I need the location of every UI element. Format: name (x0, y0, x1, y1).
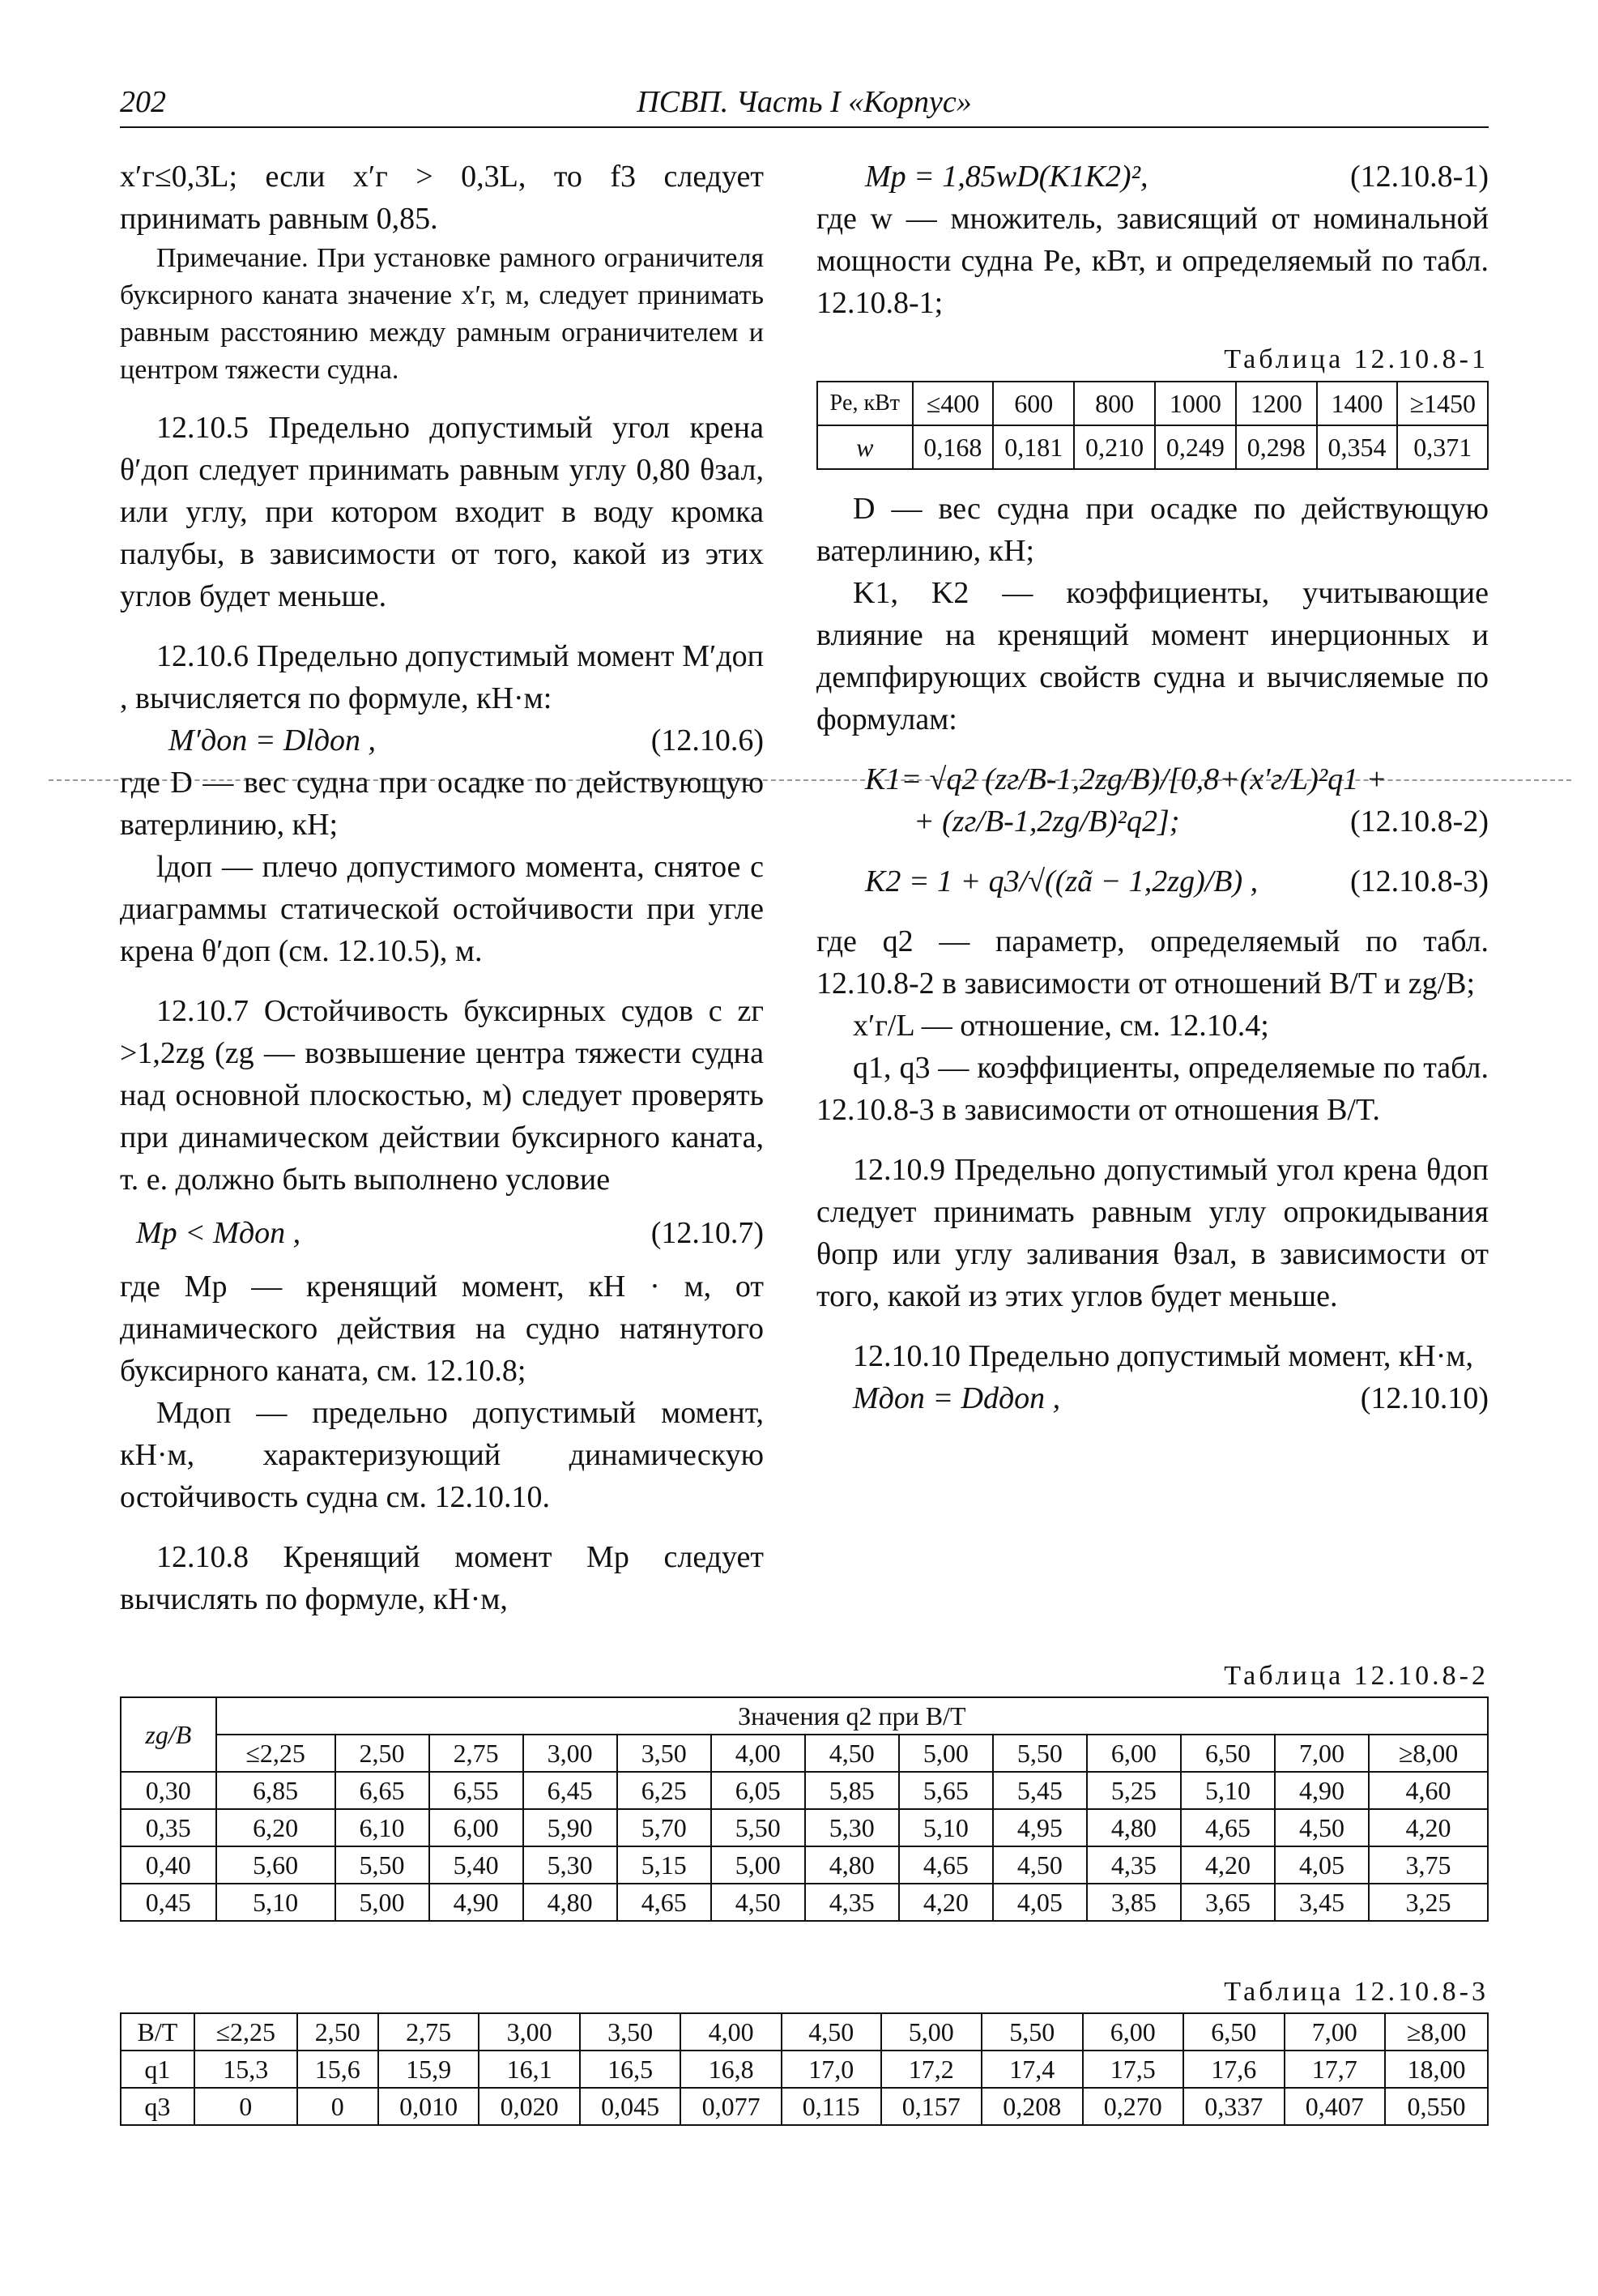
table-cell: 0,249 (1155, 425, 1236, 469)
table-cell: 0,337 (1183, 2088, 1285, 2125)
column-header: 6,00 (1083, 2013, 1184, 2051)
table-cell: 6,05 (711, 1772, 805, 1809)
column-header: 2,50 (335, 1735, 429, 1772)
table-cell: 4,50 (711, 1884, 805, 1921)
table-cell: 5,25 (1087, 1772, 1181, 1809)
running-title: ПСВП. Часть I «Корпус» (637, 85, 972, 119)
paragraph: где q2 — параметр, определяемый по табл. 12.10.8-2 в зависимости от отношений B/T и zg/B; (816, 924, 1489, 1001)
table-cell: 4,90 (429, 1884, 523, 1921)
table-cell: 0,045 (580, 2088, 681, 2125)
table-cell: 4,05 (993, 1884, 1087, 1921)
formula: Mр = 1,85wD(K1K2)², (865, 160, 1148, 194)
column-header: 3,50 (580, 2013, 681, 2051)
table-header-row (121, 2013, 1488, 2051)
column-header: 6,50 (1181, 1735, 1275, 1772)
table-cell: 4,65 (617, 1884, 711, 1921)
table-cell: 5,50 (711, 1809, 805, 1846)
formula-12-10-8-2 (816, 800, 1489, 843)
paragraph: x′г≤0,3L; если x′г > 0,3L, то f3 следует принимать равным 0,85. (120, 160, 764, 236)
formula: Mдоп = Ddдоп , (853, 1381, 1061, 1415)
formula: M′доп = Dlдоп , (168, 723, 377, 758)
table-cell: 800 (1074, 382, 1155, 425)
table-cell: 6,10 (335, 1809, 429, 1846)
formula-number: (12.10.6) (650, 723, 764, 758)
table-cell: 5,40 (429, 1846, 523, 1884)
table-cell: 6,20 (216, 1809, 335, 1846)
table-cell: ≤400 (913, 382, 994, 425)
table-cell: 4,20 (1369, 1809, 1488, 1846)
table-cell: 4,80 (1087, 1809, 1181, 1846)
table-cell: 5,10 (899, 1809, 993, 1846)
table-cell: 17,0 (782, 2051, 881, 2088)
table-cell: 5,15 (617, 1846, 711, 1884)
table-cell: 18,00 (1385, 2051, 1488, 2088)
section-12-10-7: 12.10.7 Остойчивость буксирных судов с zг >1,2zg (zg — возвышение центра тяжести судна над основной плоскостью, м) следует проверять при динамическом действии буксирного каната, т. е. должно быть выполнено условие (120, 994, 764, 1197)
table-row (121, 1772, 1488, 1809)
table-12-10-8-1 (816, 381, 1489, 470)
column-header: 5,00 (881, 2013, 982, 2051)
table-cell: 5,10 (1181, 1772, 1275, 1809)
table-cell: 5,85 (805, 1772, 899, 1809)
table-cell: 6,45 (523, 1772, 617, 1809)
table-cell: 16,8 (680, 2051, 782, 2088)
table-cell: 3,75 (1369, 1846, 1488, 1884)
table-cell: 0,270 (1083, 2088, 1184, 2125)
table-caption: Таблица 12.10.8-3 (1224, 1977, 1489, 2007)
table-cell: 5,00 (711, 1846, 805, 1884)
table-cell: 4,35 (805, 1884, 899, 1921)
table-cell: 0,208 (982, 2088, 1083, 2125)
table-cell: 15,3 (194, 2051, 297, 2088)
table-cell: 0,010 (378, 2088, 479, 2125)
paragraph: q1, q3 — коэффициенты, определяемые по табл. 12.10.8-3 в зависимости от отношения B/T. (816, 1051, 1489, 1127)
column-header: ≤2,25 (216, 1735, 335, 1772)
formula-12-10-8-1 (816, 156, 1489, 198)
column-header: 2,50 (297, 2013, 378, 2051)
table-cell: 17,6 (1183, 2051, 1285, 2088)
table-cell: 5,70 (617, 1809, 711, 1846)
formula: K2 = 1 + q3/√((zã − 1,2zg)/B) , (865, 864, 1259, 898)
table-cell: 0 (194, 2088, 297, 2125)
table-row (121, 2051, 1488, 2088)
formula-12-10-10 (816, 1377, 1489, 1419)
note: Примечание. При установке рамного ограничителя буксирного каната значение x′г, м, следует принимать равным расстоянию между рамным ограничителем и центром тяжести судна. (120, 243, 764, 385)
formula-12-10-6 (120, 719, 764, 762)
table-header-row (121, 1697, 1488, 1735)
formula-number: (12.10.8-2) (1350, 804, 1489, 839)
table-cell: 17,7 (1285, 2051, 1386, 2088)
table-cell: 5,30 (523, 1846, 617, 1884)
table-cell: w (817, 425, 913, 469)
formula: + (zг/B-1,2zg/B)²q2]; (914, 804, 1180, 839)
formula-12-10-8-2-line1: K1= √q2 (zг/B-1,2zg/B)/[0,8+(x′г/L)²q1 + (865, 762, 1387, 796)
table-cell: 0,077 (680, 2088, 782, 2125)
table-cell: 6,65 (335, 1772, 429, 1809)
table-cell: 1200 (1236, 382, 1317, 425)
table-row (121, 1846, 1488, 1884)
table-caption: Таблица 12.10.8-1 (1224, 344, 1489, 374)
table-cell: 4,20 (1181, 1846, 1275, 1884)
table-cell: 6,85 (216, 1772, 335, 1809)
table-cell: 4,60 (1369, 1772, 1488, 1809)
table-cell: 4,35 (1087, 1846, 1181, 1884)
table-cell: 4,50 (1275, 1809, 1369, 1846)
table-cell: 17,5 (1083, 2051, 1184, 2088)
table-header-row (121, 1735, 1488, 1772)
formula-number: (12.10.10) (1360, 1381, 1489, 1415)
column-header: 4,00 (711, 1735, 805, 1772)
row-header: zg/B (121, 1697, 216, 1772)
formula-number: (12.10.8-3) (1350, 864, 1489, 898)
table-cell: 17,4 (982, 2051, 1083, 2088)
table-cell: 6,55 (429, 1772, 523, 1809)
group-header: Значения q2 при B/T (216, 1697, 1488, 1735)
table-cell: 4,90 (1275, 1772, 1369, 1809)
table-12-10-8-3 (120, 2012, 1489, 2126)
table-cell: 5,90 (523, 1809, 617, 1846)
table-cell: 4,65 (899, 1846, 993, 1884)
table-cell: 0,168 (913, 425, 994, 469)
table-cell: 17,2 (881, 2051, 982, 2088)
table-cell: 0,181 (993, 425, 1074, 469)
column-header: 7,00 (1285, 2013, 1386, 2051)
page-header (120, 81, 1489, 128)
table-cell: 0,354 (1317, 425, 1398, 469)
table-cell: 5,50 (335, 1846, 429, 1884)
table-cell: 0,30 (121, 1772, 216, 1809)
column-header: ≥8,00 (1385, 2013, 1488, 2051)
paragraph: где w — множитель, зависящий от номинальной мощности судна Pе, кВт, и определяемый по табл. 12.10.8-1; (816, 202, 1489, 320)
formula-number: (12.10.8-1) (1350, 160, 1489, 194)
column-header: 4,50 (805, 1735, 899, 1772)
table-cell: 4,80 (805, 1846, 899, 1884)
column-header: 6,50 (1183, 2013, 1285, 2051)
table-cell: 4,95 (993, 1809, 1087, 1846)
table-row (121, 2088, 1488, 2125)
formula-12-10-8-3 (816, 860, 1489, 903)
formula: Mр < Mдоп , (136, 1216, 301, 1250)
column-header: ≥8,00 (1369, 1735, 1488, 1772)
formula-number: (12.10.7) (650, 1216, 764, 1250)
table-cell: 6,00 (429, 1809, 523, 1846)
paragraph: x′г/L — отношение, см. 12.10.4; (853, 1009, 1269, 1043)
table-cell: 5,45 (993, 1772, 1087, 1809)
column-header: 5,50 (982, 2013, 1083, 2051)
section-12-10-5: 12.10.5 Предельно допустимый угол крена θ′доп следует принимать равным углу 0,80 θзал, или углу, при котором входит в воду кромка палубы, в зависимости от того, какой из этих углов будет меньше. (120, 411, 764, 613)
paragraph: D — вес судна при осадке по действующую ватерлинию, кН; (816, 492, 1489, 568)
section-12-10-6: 12.10.6 Предельно допустимый момент M′доп , вычисляется по формуле, кН·м: (120, 639, 764, 715)
table-caption: Таблица 12.10.8-2 (1224, 1661, 1489, 1691)
left-column (120, 156, 764, 1620)
table-row (121, 1809, 1488, 1846)
table-cell: 5,10 (216, 1884, 335, 1921)
table-cell: 3,85 (1087, 1884, 1181, 1921)
column-header: 6,00 (1087, 1735, 1181, 1772)
table-block-12-10-8-2 (120, 1661, 1489, 1922)
column-header: В/Т (121, 2013, 194, 2051)
paragraph: Mдоп — предельно допустимый момент, кН·м, характеризующий динамическую остойчивость судна см. 12.10.10. (120, 1396, 764, 1514)
section-12-10-9: 12.10.9 Предельно допустимый угол крена θдоп следует принимать равным углу опрокидывания θопр или углу заливания θзал, в зависимости от того, какой из этих углов будет меньше. (816, 1153, 1489, 1313)
table-cell: 0,020 (479, 2088, 580, 2125)
table-cell: 4,80 (523, 1884, 617, 1921)
table-cell: 1400 (1317, 382, 1398, 425)
table-cell: 600 (993, 382, 1074, 425)
table-cell: 4,50 (993, 1846, 1087, 1884)
column-header: 3,00 (523, 1735, 617, 1772)
table-cell: 0,298 (1236, 425, 1317, 469)
formula-12-10-7 (120, 1212, 764, 1254)
table-block-12-10-8-3 (120, 1977, 1489, 2126)
table-cell: 6,25 (617, 1772, 711, 1809)
table-cell: 5,30 (805, 1809, 899, 1846)
table-cell: ≥1450 (1397, 382, 1488, 425)
table-cell: 0 (297, 2088, 378, 2125)
table-cell: q1 (121, 2051, 194, 2088)
paragraph: где Mр — кренящий момент, кН · м, от динамического действия на судно натянутого буксирного каната, см. 12.10.8; (120, 1270, 764, 1388)
column-header: 5,00 (899, 1735, 993, 1772)
table-cell: 0,157 (881, 2088, 982, 2125)
column-header: 4,50 (782, 2013, 881, 2051)
page-number: 202 (120, 85, 166, 119)
table-row (121, 1884, 1488, 1921)
column-header: 2,75 (429, 1735, 523, 1772)
table-cell: 4,05 (1275, 1846, 1369, 1884)
table-cell: 0,35 (121, 1809, 216, 1846)
table-cell: q3 (121, 2088, 194, 2125)
table-cell: 16,1 (479, 2051, 580, 2088)
column-header: ≤2,25 (194, 2013, 297, 2051)
table-cell: 0,371 (1397, 425, 1488, 469)
section-12-10-10: 12.10.10 Предельно допустимый момент, кН·м, (853, 1339, 1473, 1373)
table-cell: 0,210 (1074, 425, 1155, 469)
column-header: 5,50 (993, 1735, 1087, 1772)
table-cell: 3,45 (1275, 1884, 1369, 1921)
section-12-10-8: 12.10.8 Кренящий момент Mр следует вычислять по формуле, кН·м, (120, 1540, 764, 1616)
paragraph: где D — вес судна при осадке по действующую ватерлинию, кН; (120, 766, 764, 842)
right-column (816, 156, 1489, 1419)
table-cell: 1000 (1155, 382, 1236, 425)
table-cell: 15,6 (297, 2051, 378, 2088)
column-header: 2,75 (378, 2013, 479, 2051)
table-cell: 16,5 (580, 2051, 681, 2088)
table-cell: 0,115 (782, 2088, 881, 2125)
table-cell: 4,65 (1181, 1809, 1275, 1846)
column-header: 4,00 (680, 2013, 782, 2051)
table-row (817, 382, 1488, 425)
column-header: 7,00 (1275, 1735, 1369, 1772)
table-cell: 5,60 (216, 1846, 335, 1884)
table-cell: 3,25 (1369, 1884, 1488, 1921)
table-cell: 0,407 (1285, 2088, 1386, 2125)
table-cell: 4,20 (899, 1884, 993, 1921)
table-cell: 0,45 (121, 1884, 216, 1921)
table-cell: Pе, кВт (817, 382, 913, 425)
table-12-10-8-2 (120, 1696, 1489, 1922)
column-header: 3,00 (479, 2013, 580, 2051)
table-cell: 0,550 (1385, 2088, 1488, 2125)
table-cell: 0,40 (121, 1846, 216, 1884)
paragraph: lдоп — плечо допустимого момента, снятое с диаграммы статической остойчивости при угле крена θ′доп (см. 12.10.5), м. (120, 850, 764, 968)
table-cell: 15,9 (378, 2051, 479, 2088)
table-row (817, 425, 1488, 469)
table-cell: 5,65 (899, 1772, 993, 1809)
paragraph: K1, K2 — коэффициенты, учитывающие влияние на кренящий момент инерционных и демпфирующих свойств судна и вычисляемые по формулам: (816, 576, 1489, 736)
table-cell: 3,65 (1181, 1884, 1275, 1921)
table-cell: 5,00 (335, 1884, 429, 1921)
column-header: 3,50 (617, 1735, 711, 1772)
